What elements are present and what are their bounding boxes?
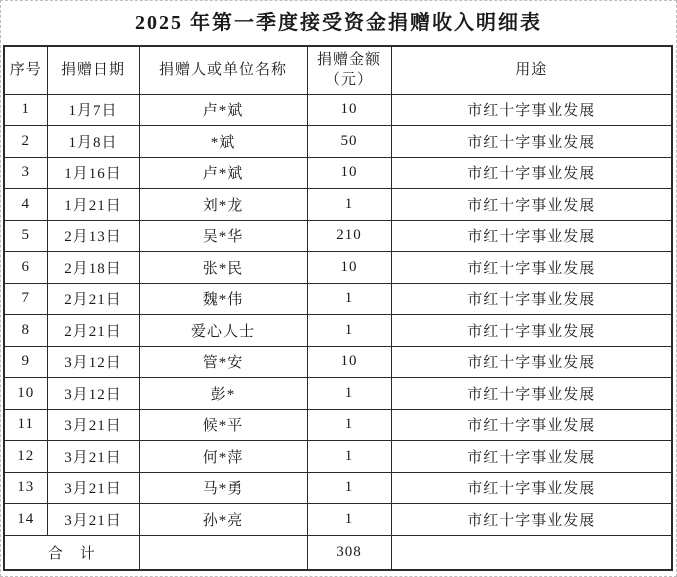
serial-cell: 9 <box>4 346 47 378</box>
table-row <box>4 220 672 252</box>
date-cell: 3月21日 <box>47 441 139 473</box>
date-cell: 2月21日 <box>47 315 139 347</box>
date-cell: 3月12日 <box>47 346 139 378</box>
purpose-cell: 市红十字事业发展 <box>391 504 672 536</box>
donor-cell: 彭* <box>139 378 307 410</box>
table-row <box>4 346 672 378</box>
serial-cell: 11 <box>4 409 47 441</box>
purpose-cell: 市红十字事业发展 <box>391 94 672 126</box>
purpose-cell: 市红十字事业发展 <box>391 409 672 441</box>
serial-cell: 5 <box>4 220 47 252</box>
serial-cell: 4 <box>4 189 47 221</box>
amount-cell: 1 <box>307 472 391 504</box>
table-row <box>4 283 672 315</box>
amount-cell: 1 <box>307 409 391 441</box>
amount-cell: 1 <box>307 315 391 347</box>
purpose-cell: 市红十字事业发展 <box>391 472 672 504</box>
date-cell: 2月21日 <box>47 283 139 315</box>
donor-cell: 卢*斌 <box>139 94 307 126</box>
purpose-cell: 市红十字事业发展 <box>391 189 672 221</box>
donor-cell: 何*萍 <box>139 441 307 473</box>
donor-cell: 吴*华 <box>139 220 307 252</box>
header-purpose: 用途 <box>391 46 672 94</box>
header-amount <box>307 46 391 94</box>
serial-cell: 7 <box>4 283 47 315</box>
donor-cell: 刘*龙 <box>139 189 307 221</box>
header-donor: 捐赠人或单位名称 <box>139 46 307 94</box>
table-row <box>4 94 672 126</box>
total-row <box>4 535 672 570</box>
date-cell: 1月7日 <box>47 94 139 126</box>
date-cell: 2月13日 <box>47 220 139 252</box>
purpose-cell: 市红十字事业发展 <box>391 220 672 252</box>
donor-cell: 候*平 <box>139 409 307 441</box>
serial-cell: 12 <box>4 441 47 473</box>
purpose-cell: 市红十字事业发展 <box>391 252 672 284</box>
donor-cell: 魏*伟 <box>139 283 307 315</box>
amount-cell: 10 <box>307 252 391 284</box>
table-row <box>4 472 672 504</box>
purpose-cell: 市红十字事业发展 <box>391 441 672 473</box>
table-row <box>4 126 672 158</box>
serial-cell: 6 <box>4 252 47 284</box>
serial-cell: 13 <box>4 472 47 504</box>
date-cell: 2月18日 <box>47 252 139 284</box>
serial-cell: 3 <box>4 157 47 189</box>
header-row <box>4 46 672 94</box>
table-row <box>4 157 672 189</box>
table-row <box>4 189 672 221</box>
purpose-cell: 市红十字事业发展 <box>391 157 672 189</box>
serial-cell: 14 <box>4 504 47 536</box>
document-page <box>1 1 676 571</box>
total-label: 合 计 <box>4 535 139 570</box>
purpose-cell: 市红十字事业发展 <box>391 126 672 158</box>
amount-cell: 1 <box>307 441 391 473</box>
date-cell: 1月16日 <box>47 157 139 189</box>
serial-cell: 2 <box>4 126 47 158</box>
page-title: 2025 年第一季度接受资金捐赠收入明细表 <box>135 12 542 34</box>
serial-cell: 10 <box>4 378 47 410</box>
donor-cell: 孙*亮 <box>139 504 307 536</box>
date-cell: 1月8日 <box>47 126 139 158</box>
donor-cell: 爱心人士 <box>139 315 307 347</box>
amount-cell: 10 <box>307 346 391 378</box>
total-donor-empty <box>139 535 307 570</box>
header-serial: 序号 <box>4 46 47 94</box>
serial-cell: 1 <box>4 94 47 126</box>
serial-cell: 8 <box>4 315 47 347</box>
amount-cell: 1 <box>307 378 391 410</box>
header-amount-line1: 捐赠金额 <box>316 52 381 68</box>
donor-cell: *斌 <box>139 126 307 158</box>
donation-table <box>3 45 673 571</box>
donor-cell: 张*民 <box>139 252 307 284</box>
amount-cell: 50 <box>307 126 391 158</box>
amount-cell: 10 <box>307 94 391 126</box>
purpose-cell: 市红十字事业发展 <box>391 378 672 410</box>
total-amount: 308 <box>307 535 391 570</box>
total-purpose-empty <box>391 535 672 570</box>
table-row <box>4 441 672 473</box>
donor-cell: 马*勇 <box>139 472 307 504</box>
table-row <box>4 504 672 536</box>
purpose-cell: 市红十字事业发展 <box>391 283 672 315</box>
date-cell: 3月21日 <box>47 472 139 504</box>
amount-cell: 10 <box>307 157 391 189</box>
date-cell: 3月21日 <box>47 504 139 536</box>
table-row <box>4 378 672 410</box>
amount-cell: 1 <box>307 189 391 221</box>
amount-cell: 210 <box>307 220 391 252</box>
donor-cell: 卢*斌 <box>139 157 307 189</box>
table-row <box>4 409 672 441</box>
purpose-cell: 市红十字事业发展 <box>391 346 672 378</box>
purpose-cell: 市红十字事业发展 <box>391 315 672 347</box>
amount-cell: 1 <box>307 283 391 315</box>
header-date: 捐赠日期 <box>47 46 139 94</box>
date-cell: 1月21日 <box>47 189 139 221</box>
date-cell: 3月21日 <box>47 409 139 441</box>
header-amount-line2: （元） <box>324 72 373 89</box>
amount-cell: 1 <box>307 504 391 536</box>
donor-cell: 管*安 <box>139 346 307 378</box>
table-row <box>4 252 672 284</box>
date-cell: 3月12日 <box>47 378 139 410</box>
table-row <box>4 315 672 347</box>
